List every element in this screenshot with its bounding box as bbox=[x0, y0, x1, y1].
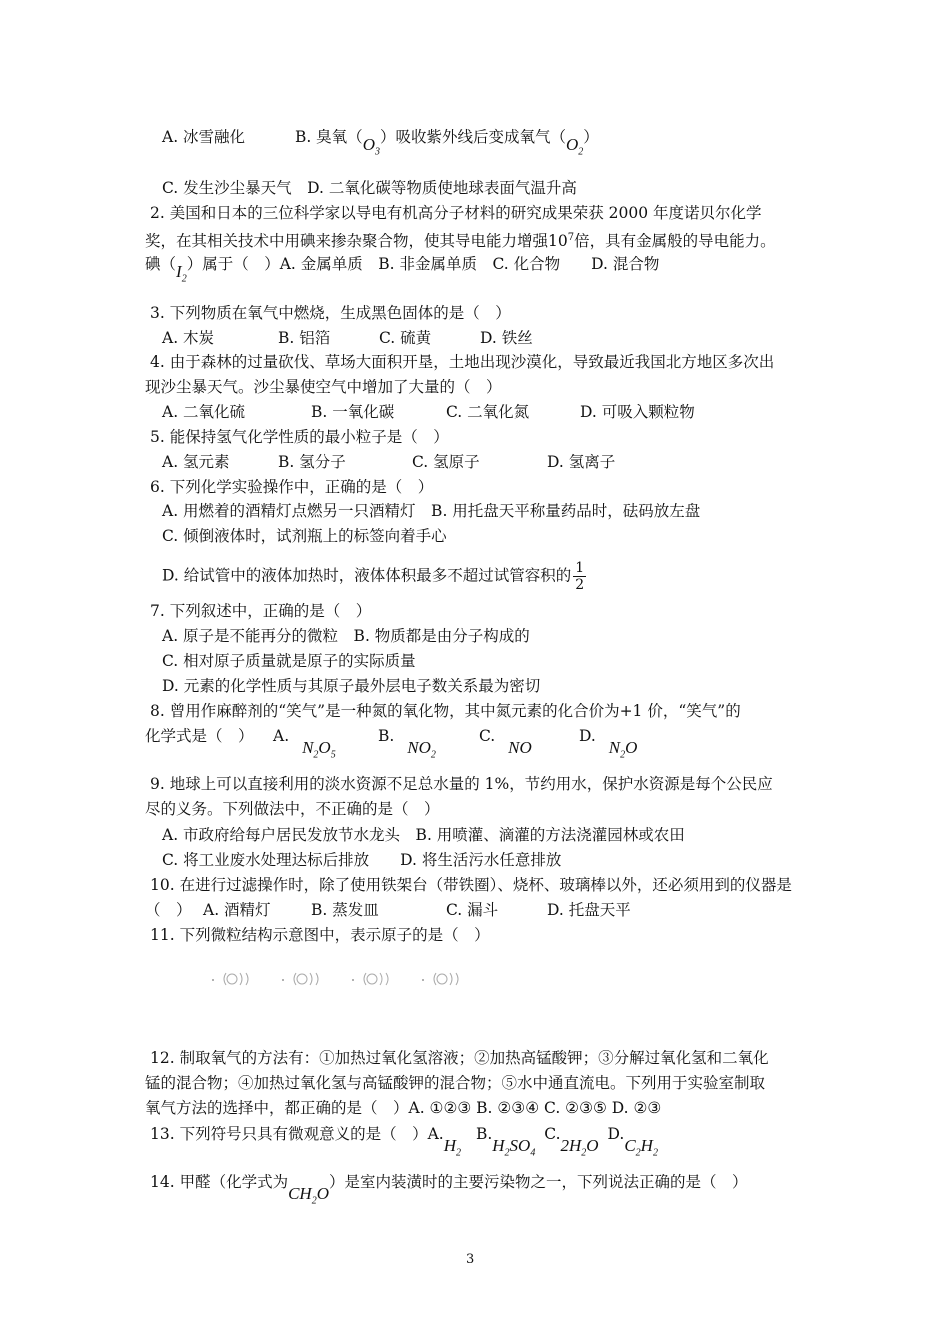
q4-line-1: 4. 由于森林的过量砍伐、草场大面积开垦，土地出现沙漠化，导致最近我国北方地区多次出 bbox=[150, 353, 775, 371]
page-number: 3 bbox=[466, 1252, 475, 1267]
q4-option-b: B. 一氧化碳 bbox=[311, 403, 395, 421]
q9-options-ab: A. 市政府给每户居民发放节水龙头 B. 用喷灌、滴灌的方法浇灌园林或农田 bbox=[162, 826, 685, 844]
q12-line-3: 氧气方法的选择中，都正确的是（ ）A. ①②③ B. ②③④ C. ②③⑤ D. ②③ bbox=[145, 1099, 662, 1117]
particle-diagram-c bbox=[350, 970, 398, 988]
q13-line bbox=[150, 1124, 658, 1163]
q4-option-c: C. 二氧化氮 bbox=[446, 403, 530, 421]
q13-option-b: $B.H_2SO_4$ bbox=[475, 1125, 536, 1159]
q4-option-d: D. 可吸入颗粒物 bbox=[580, 403, 695, 421]
q6-stem: 6. 下列化学实验操作中，正确的是（ ） bbox=[150, 478, 434, 496]
q1-options-cd: C. 发生沙尘暴天气 D. 二氧化碳等物质使地球表面气温升高 bbox=[162, 179, 577, 197]
q8-line-1: 8. 曾用作麻醉剂的“笑气”是一种氮的氧化物，其中氮元素的化合价为+1 价，“笑气”的 bbox=[150, 702, 741, 720]
q9-line-2: 尽的义务。下列做法中，不正确的是（ ） bbox=[145, 800, 440, 818]
half-fraction: $\frac{1}{2}$ bbox=[575, 560, 585, 593]
ozone-formula: $O_3$ bbox=[362, 135, 380, 158]
q4-line-2: 现沙尘暴天气。沙尘暴使空气中增加了大量的（ ） bbox=[145, 378, 502, 396]
q9-line-1: 9. 地球上可以直接利用的淡水资源不足总水量的 1%，节约用水，保护水资源是每个公民应 bbox=[150, 775, 773, 793]
q5-option-d: D. 氢离子 bbox=[547, 453, 616, 471]
q10-option-d: D. 托盘天平 bbox=[547, 901, 631, 919]
q8-option-a: A. $N_2O_5$ bbox=[273, 727, 336, 761]
q9-options-cd: C. 将工业废水处理达标后排放 D. 将生活污水任意排放 bbox=[162, 851, 562, 869]
q5-option-c: C. 氢原子 bbox=[412, 453, 480, 471]
q12-line-2: 锰的混合物；④加热过氧化氢与高锰酸钾的混合物；⑤水中通直流电。下列用于实验室制取 bbox=[145, 1074, 766, 1092]
q7-option-c: C. 相对原子质量就是原子的实际质量 bbox=[162, 652, 416, 670]
q1-option-a: A. 冰雪融化 bbox=[162, 128, 246, 146]
q10-line-2-blank: （ ） bbox=[145, 901, 192, 919]
particle-diagram-b bbox=[280, 970, 328, 988]
q11-stem: 11. 下列微粒结构示意图中，表示原子的是（ ） bbox=[150, 926, 490, 944]
q1-options-ab: A. 冰雪融化 B. 臭氧$(O_3)$吸收紫外线后变成氧气$(O_2)$ bbox=[162, 127, 599, 162]
q10-option-b: B. 蒸发皿 bbox=[311, 901, 379, 919]
q3-option-a: A. 木炭 bbox=[162, 329, 215, 347]
q13-stem: 13. 下列符号只具有微观意义的是（ ） bbox=[150, 1125, 428, 1143]
q12-line-1: 12. 制取氧气的方法有：①加热过氧化氢溶液；②加热高锰酸钾；③分解过氧化氢和二氧化 bbox=[150, 1049, 769, 1067]
q2-line-2: 奖，在其相关技术中用碘来掺杂聚合物，使其导电能力增强$10^7$倍，具有金属般的导电能力。 bbox=[145, 232, 776, 251]
particle-diagram-a bbox=[210, 970, 258, 988]
q13-option-a: $A.H_2$ bbox=[427, 1125, 461, 1159]
q13-option-d: $D.C_2H_2$ bbox=[607, 1125, 658, 1159]
q7-stem: 7. 下列叙述中，正确的是（ ） bbox=[150, 602, 372, 620]
q3-stem: 3. 下列物质在氧气中燃烧，生成黑色固体的是（ ） bbox=[150, 304, 511, 322]
q10-option-a: A. 酒精灯 bbox=[203, 901, 271, 919]
q2-line-3: 碘$(I_2)$属于（ ）A. 金属单质 B. 非金属单质 C. 化合物 D. 混合物 bbox=[145, 254, 659, 289]
q10-option-c: C. 漏斗 bbox=[446, 901, 499, 919]
q13-option-c: $C.2H_2O$ bbox=[544, 1125, 599, 1159]
particle-structure-diagrams bbox=[210, 970, 468, 988]
q8-option-d: D. $N_2O$ bbox=[579, 727, 638, 761]
q7-option-d: D. 元素的化学性质与其原子最外层电子数关系最为密切 bbox=[162, 677, 541, 695]
q3-option-d: D. 铁丝 bbox=[480, 329, 533, 347]
q8-option-c: C. NO bbox=[479, 727, 532, 757]
oxygen-formula: $O_2$ bbox=[565, 135, 584, 158]
q5-stem: 5. 能保持氢气化学性质的最小粒子是（ ） bbox=[150, 428, 449, 446]
q7-options-ab: A. 原子是不能再分的微粒 B. 物质都是由分子构成的 bbox=[162, 627, 530, 645]
iodine-formula: $I_2$ bbox=[176, 262, 187, 285]
q10-line-1: 10. 在进行过滤操作时，除了使用铁架台（带铁圈）、烧杯、玻璃棒以外，还必须用到的仪器是 bbox=[150, 876, 792, 894]
q14-line: 14. 甲醛（化学式为$CH_2O$）是室内装潢时的主要污染物之一，下列说法正确的是（ ） bbox=[150, 1172, 748, 1211]
q6-option-d: D. 给试管中的液体加热时，液体体积最多不超过试管容积的 $\frac{1}{2}$ bbox=[162, 560, 585, 593]
q2-line-1: 2. 美国和日本的三位科学家以导电有机高分子材料的研究成果荣获 2000 年度诺贝尔化学 bbox=[150, 204, 762, 222]
formaldehyde-formula: $CH_2O$ bbox=[288, 1184, 329, 1207]
q3-option-c: C. 硫黄 bbox=[379, 329, 432, 347]
q8-option-b: B. $NO_2$ bbox=[378, 727, 436, 761]
particle-diagram-d bbox=[420, 970, 468, 988]
q3-option-b: B. 铝箔 bbox=[278, 329, 331, 347]
q4-option-a: A. 二氧化硫 bbox=[162, 403, 246, 421]
q8-line-2: 化学式是（ ） bbox=[145, 727, 254, 745]
q6-options-ab: A. 用燃着的酒精灯点燃另一只酒精灯 B. 用托盘天平称量药品时，砝码放左盘 bbox=[162, 502, 701, 520]
q5-option-a: A. 氢元素 bbox=[162, 453, 230, 471]
q5-option-b: B. 氢分子 bbox=[278, 453, 346, 471]
q6-option-c: C. 倾倒液体时，试剂瓶上的标签向着手心 bbox=[162, 527, 447, 545]
